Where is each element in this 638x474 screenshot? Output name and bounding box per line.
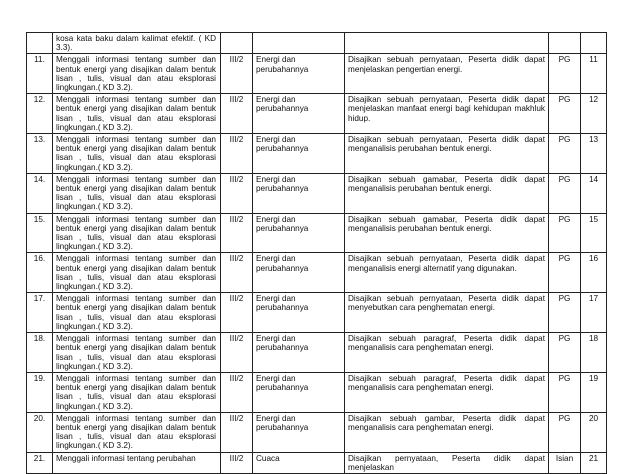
table-row (27, 54, 607, 94)
kisi-kisi-table (26, 32, 607, 474)
table-row (27, 94, 607, 134)
bentuk-soal-cell: PG (549, 372, 581, 412)
kompetensi-dasar-cell: Menggali informasi tentang sumber dan bentuk energi yang disajikan dalam bentuk lisan , tulis, visual dan atau eksplorasi lingkungan.( KD 3.2). (53, 412, 221, 452)
materi-cell: Energi dan perubahannya (253, 412, 345, 452)
row-number-cell: 18. (27, 333, 53, 373)
kompetensi-dasar-cell: Menggali informasi tentang sumber dan bentuk energi yang disajikan dalam bentuk lisan , tulis, visual dan atau eksplorasi lingkungan.( KD 3.2). (53, 372, 221, 412)
materi-cell: Energi dan perubahannya (253, 173, 345, 213)
table-row (27, 173, 607, 213)
nomor-soal-cell: 13 (581, 134, 607, 174)
kelas-semester-cell: III/2 (221, 452, 253, 473)
table-row (27, 452, 607, 473)
kelas-semester-cell: III/2 (221, 213, 253, 253)
indikator-cell: Disajikan sebuah paragraf, Peserta didik dapat menganalisis cara penghematan energi. (345, 372, 549, 412)
materi-cell: Energi dan perubahannya (253, 94, 345, 134)
nomor-soal-cell: 21 (581, 452, 607, 473)
row-number-cell: 14. (27, 173, 53, 213)
row-number-cell: 19. (27, 372, 53, 412)
kompetensi-dasar-cell: Menggali informasi tentang sumber dan bentuk energi yang disajikan dalam bentuk lisan , tulis, visual dan atau eksplorasi lingkungan.( KD 3.2). (53, 293, 221, 333)
table-row (27, 372, 607, 412)
kelas-semester-cell: III/2 (221, 333, 253, 373)
indikator-cell: Disajikan sebuah pernyataan, Peserta didik dapat menjelaskan pengertian energi. (345, 54, 549, 94)
kelas-semester-cell: III/2 (221, 94, 253, 134)
materi-cell: Energi dan perubahannya (253, 213, 345, 253)
kompetensi-dasar-cell: Menggali informasi tentang sumber dan bentuk energi yang disajikan dalam bentuk lisan , tulis, visual dan atau eksplorasi lingkungan.( KD 3.2). (53, 173, 221, 213)
kelas-semester-cell: III/2 (221, 372, 253, 412)
bentuk-soal-cell: PG (549, 94, 581, 134)
row-number-cell: 17. (27, 293, 53, 333)
row-number-cell: 12. (27, 94, 53, 134)
indikator-cell: Disajikan sebuah paragraf, Peserta didik dapat menganalisis cara penghematan energi. (345, 333, 549, 373)
row-number-cell: 21. (27, 452, 53, 473)
materi-cell: Energi dan perubahannya (253, 253, 345, 293)
bentuk-soal-cell: PG (549, 293, 581, 333)
materi-cell (253, 33, 345, 54)
row-number-cell (27, 33, 53, 54)
table-row (27, 333, 607, 373)
materi-cell: Cuaca (253, 452, 345, 473)
indikator-cell: Disajikan sebuah pernyataan, Peserta didik dapat menganalisis perubahan bentuk energi. (345, 134, 549, 174)
kompetensi-dasar-cell: Menggali informasi tentang sumber dan bentuk energi yang disajikan dalam bentuk lisan , tulis, visual dan atau eksplorasi lingkungan.( KD 3.2). (53, 333, 221, 373)
bentuk-soal-cell: PG (549, 253, 581, 293)
kelas-semester-cell: III/2 (221, 412, 253, 452)
bentuk-soal-cell: PG (549, 54, 581, 94)
kelas-semester-cell: III/2 (221, 54, 253, 94)
bentuk-soal-cell: PG (549, 213, 581, 253)
table-row (27, 253, 607, 293)
kelas-semester-cell: III/2 (221, 173, 253, 213)
bentuk-soal-cell: PG (549, 333, 581, 373)
kompetensi-dasar-cell: Menggali informasi tentang sumber dan bentuk energi yang disajikan dalam bentuk lisan , tulis, visual dan atau eksplorasi lingkungan.( KD 3.2). (53, 213, 221, 253)
nomor-soal-cell: 20 (581, 412, 607, 452)
table-row-continued (27, 33, 607, 54)
kompetensi-dasar-cell: Menggali informasi tentang sumber dan bentuk energi yang disajikan dalam bentuk lisan , tulis, visual dan atau eksplorasi lingkungan.( KD 3.2). (53, 134, 221, 174)
table-row (27, 293, 607, 333)
materi-cell: Energi dan perubahannya (253, 54, 345, 94)
row-number-cell: 15. (27, 213, 53, 253)
table-row (27, 213, 607, 253)
nomor-soal-cell: 19 (581, 372, 607, 412)
indikator-cell (345, 33, 549, 54)
row-number-cell: 11. (27, 54, 53, 94)
row-number-cell: 20. (27, 412, 53, 452)
materi-cell: Energi dan perubahannya (253, 134, 345, 174)
row-number-cell: 13. (27, 134, 53, 174)
nomor-soal-cell: 16 (581, 253, 607, 293)
table-row (27, 412, 607, 452)
nomor-soal-cell: 15 (581, 213, 607, 253)
kisi-kisi-document (26, 32, 606, 474)
nomor-soal-cell: 11 (581, 54, 607, 94)
table-row (27, 134, 607, 174)
materi-cell: Energi dan perubahannya (253, 333, 345, 373)
bentuk-soal-cell (549, 33, 581, 54)
bentuk-soal-cell: PG (549, 173, 581, 213)
materi-cell: Energi dan perubahannya (253, 293, 345, 333)
nomor-soal-cell: 12 (581, 94, 607, 134)
kompetensi-dasar-cell: Menggali informasi tentang sumber dan bentuk energi yang disajikan dalam bentuk lisan , tulis, visual dan atau eksplorasi lingkungan.( KD 3.2). (53, 54, 221, 94)
kompetensi-dasar-cell: Menggali informasi tentang sumber dan bentuk energi yang disajikan dalam bentuk lisan , tulis, visual dan atau eksplorasi lingkungan.( KD 3.2). (53, 253, 221, 293)
bentuk-soal-cell: PG (549, 134, 581, 174)
kelas-semester-cell: III/2 (221, 134, 253, 174)
row-number-cell: 16. (27, 253, 53, 293)
nomor-soal-cell: 17 (581, 293, 607, 333)
kelas-semester-cell: III/2 (221, 293, 253, 333)
indikator-cell: Disajikan sebuah pernyataan, Peserta didik dapat menyebutkan cara penghematan energi. (345, 293, 549, 333)
kelas-semester-cell: III/2 (221, 253, 253, 293)
bentuk-soal-cell: Isian (549, 452, 581, 473)
kelas-semester-cell (221, 33, 253, 54)
bentuk-soal-cell: PG (549, 412, 581, 452)
materi-cell: Energi dan perubahannya (253, 372, 345, 412)
kompetensi-dasar-cell: kosa kata baku dalam kalimat efektif. ( KD 3.3). (53, 33, 221, 54)
nomor-soal-cell: 14 (581, 173, 607, 213)
kompetensi-dasar-cell: Menggali informasi tentang sumber dan bentuk energi yang disajikan dalam bentuk lisan , tulis, visual dan atau eksplorasi lingkungan.( KD 3.2). (53, 94, 221, 134)
nomor-soal-cell (581, 33, 607, 54)
kompetensi-dasar-cell: Menggali informasi tentang perubahan (53, 452, 221, 473)
indikator-cell: Disajikan sebuah gamabar, Peserta didik dapat menganalisis perubahan bentuk energi. (345, 173, 549, 213)
indikator-cell: Disajikan sebuah gambar, Peserta didik dapat menganalisis cara penghematan energi. (345, 412, 549, 452)
indikator-cell: Disajikan sebuah pernyataan, Peserta didik dapat menganalisis energi alternatif yang digunakan. (345, 253, 549, 293)
indikator-cell: Disajikan sebuah pernyataan, Peserta didik dapat menjelaskan manfaat energi bagi kehidupan makhluk hidup. (345, 94, 549, 134)
indikator-cell: Disajikan sebuah gamabar, Peserta didik dapat menganalisis perubahan bentuk energi. (345, 213, 549, 253)
nomor-soal-cell: 18 (581, 333, 607, 373)
indikator-cell: Disajikan pernyataan, Peserta didik dapat menjelaskan (345, 452, 549, 473)
